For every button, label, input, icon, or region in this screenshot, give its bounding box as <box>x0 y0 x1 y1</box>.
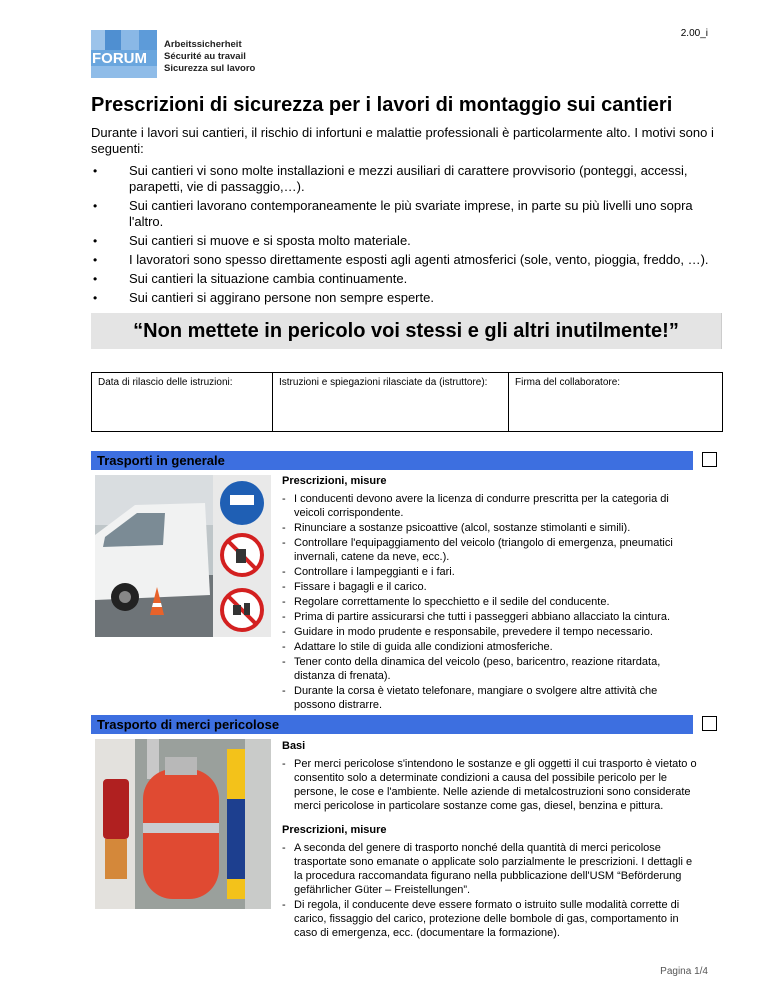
list-item: - Controllare l'equipaggiamento del veicolo (triangolo di emergenza, pneumatici invernali, catene da neve, ecc.). <box>282 536 700 564</box>
list-item: - Controllare i lampeggianti e i fari. <box>282 565 700 579</box>
section-heading-transport: Trasporti in generale <box>91 451 693 470</box>
logo-line: Sécurité au travail <box>164 51 246 62</box>
signature-cell[interactable] <box>509 373 722 431</box>
van-photo <box>95 475 271 637</box>
list-item: - Adattare lo stile di guida alle condizioni atmosferiche. <box>282 640 700 654</box>
intro-text: Durante i lavori sui cantieri, il rischio di infortuni e malattie professionali è particolarmente alto. I motivi sono i seguenti: <box>91 125 714 156</box>
list-item: • Sui cantieri si muove e si sposta molto materiale. <box>91 233 711 249</box>
list-item: - Rinunciare a sostanze psicoattive (alcol, sostanze stimolanti e simili). <box>282 521 700 535</box>
gas-bottle-photo <box>95 739 271 909</box>
list-item: • Sui cantieri lavorano contemporaneamente le più svariate imprese, in parte su più livelli uno sopra l'altro. <box>91 198 711 230</box>
page-number: Pagina 1/4 <box>660 966 708 977</box>
reasons-list <box>91 163 711 309</box>
logo-line: Sicurezza sul lavoro <box>164 63 256 74</box>
basics-list <box>282 757 700 814</box>
section-checkbox[interactable] <box>702 716 717 731</box>
list-item: • Sui cantieri vi sono molte installazioni e mezzi ausiliari di carattere provvisorio (ponteggi, accessi, parapetti, vie di passaggio,…). <box>91 163 711 195</box>
dangerous-goods-measures-list <box>282 841 700 941</box>
subheading-measures: Prescrizioni, misure <box>282 475 387 487</box>
list-item: - A seconda del genere di trasporto nonché della quantità di merci pericolose trasportate sono emanate o applicate solo parzialmente le prescrizioni. I dettagli e la procedura raccomandata figurano nella pubblicazione dell'USM “Beförderung gefährlicher Güter – Freistellungen”. <box>282 841 700 897</box>
list-item: - Per merci pericolose s'intendono le sostanze e gli oggetti il cui trasporto è vietato o consentito solo a determinate condizioni a causa del possibile pericolo per le persone, le cose e l'ambiente. Nelle aziende di metalcostruzioni sono considerate merci pericolose in particolare sostanze come gas, diesel, benzina e pittura. <box>282 757 700 813</box>
forum-logo <box>91 30 157 78</box>
list-item: - Tener conto della dinamica del veicolo (peso, baricentro, reazione ritardata, distanza di frenata). <box>282 655 700 683</box>
list-item: • I lavoratori sono spesso direttamente esposti agli agenti atmosferici (sole, vento, pioggia, freddo, …). <box>91 252 711 268</box>
cell-label: Istruzioni e spiegazioni rilasciate da (istruttore): <box>279 377 488 388</box>
list-item: - Di regola, il conducente deve essere formato o istruito sulle modalità corrette di carico, fissaggio del carico, protezione delle bombole di gas, comportamento in caso di emergenza, ecc. (documentare la formazione). <box>282 898 700 940</box>
slogan-banner: “Non mettete in pericolo voi stessi e gli altri inutilmente!” <box>91 313 722 349</box>
list-item: - I conducenti devono avere la licenza di condurre prescritta per la categoria di veicoli corrispondente. <box>282 492 700 520</box>
list-item: • Sui cantieri la situazione cambia continuamente. <box>91 271 711 287</box>
list-item: - Regolare correttamente lo specchietto e il sedile del conducente. <box>282 595 700 609</box>
instruction-table <box>91 372 723 432</box>
list-item: - Fissare i bagagli e il carico. <box>282 580 700 594</box>
section-heading-dangerous-goods: Trasporto di merci pericolose <box>91 715 693 734</box>
list-item: • Sui cantieri si aggirano persone non sempre esperte. <box>91 290 711 306</box>
list-item: - Guidare in modo prudente e responsabile, prevedere il tempo necessario. <box>282 625 700 639</box>
list-item: - Durante la corsa è vietato telefonare, mangiare o svolgere altre attività che possono distrarre. <box>282 684 700 712</box>
instructor-cell[interactable] <box>273 373 509 431</box>
svg-text:FORUM: FORUM <box>92 50 147 67</box>
cell-label: Firma del collaboratore: <box>515 377 621 388</box>
document-number: 2.00_i <box>680 28 708 39</box>
section-checkbox[interactable] <box>702 452 717 467</box>
transport-measures-list <box>282 492 700 713</box>
page-title: Prescrizioni di sicurezza per i lavori di montaggio sui cantieri <box>91 94 673 116</box>
logo-text <box>164 39 255 75</box>
logo-line: Arbeitssicherheit <box>164 39 242 50</box>
list-item: - Prima di partire assicurarsi che tutti i passeggeri abbiano allacciato la cintura. <box>282 610 700 624</box>
subheading-basics: Basi <box>282 740 306 752</box>
subheading-measures: Prescrizioni, misure <box>282 824 387 836</box>
issue-date-cell[interactable] <box>92 373 273 431</box>
cell-label: Data di rilascio delle istruzioni: <box>98 377 233 388</box>
